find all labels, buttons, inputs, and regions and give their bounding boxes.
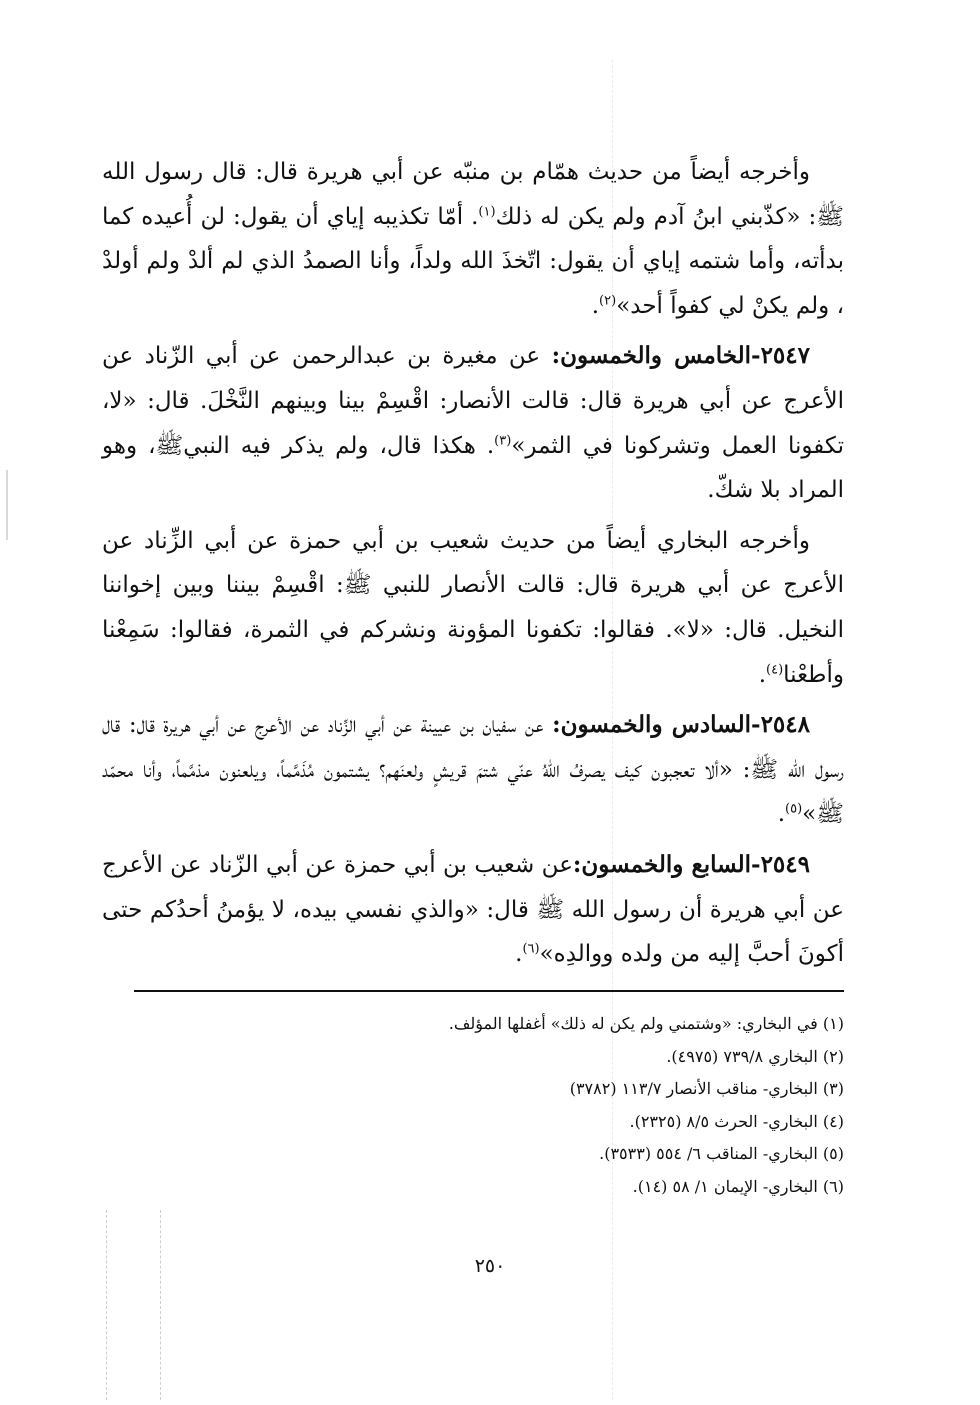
footnote-ref: (٢) — [599, 293, 617, 309]
footnote-item: (٢) البخاري ٧٣٩/٨ (٤٩٧٥). — [666, 1046, 844, 1066]
paragraph-body: . — [777, 801, 785, 828]
paragraph-body: . هكذا قال، ولم يذكر فيه النبيﷺ، وهو المراد بلا شكّ. — [102, 432, 844, 504]
footnote-item: (٤) البخاري- الحرث ٨/٥ (٢٣٢٥). — [629, 1111, 844, 1131]
paragraph-body: . — [758, 661, 766, 688]
footnote-ref: (٦) — [522, 941, 540, 957]
hadith-title: السادس والخمسون: — [552, 711, 752, 739]
main-text — [102, 150, 844, 983]
footnote-ref: (٥) — [785, 801, 803, 817]
paragraph-body: وأخرجه البخاري أيضاً من حديث شعيب بن أبي حمزة عن أبي الزِّناد عن الأعرج عن أبي هريرة قال: قالت الأنصار للنبي ﷺ: اقْسِمْ بيننا وبين إخواننا النخيل. قال: «لا». فقالوا: تكفونا المؤونة ونشركم في الثمرة، فقالوا: سَمِعْنا وأطعْنا — [102, 527, 844, 688]
hadith-number: ٢٥٤٩- — [751, 850, 810, 878]
footnote-item: (١) في البخاري: «وشتمني ولم يكن له ذلك» أغفلها المؤلف. — [448, 1014, 844, 1033]
paragraph-body: عن سفيان بن عيينة عن أبي الزِّناد عن الأعرج عن أبي هريرة قال: قال رسول الله ﷺ: «ألا تعجبون كيف يصرفُ اللهُ عنّي شتمَ قريشٍ ولعنَهم؟ يشتمون مُذَمَّماً، ويلعنون مذمَّماً، وأنا محمّد ﷺ» — [102, 712, 844, 828]
page-number: ٢٥٠ — [474, 1255, 506, 1277]
paragraph-2549 — [102, 843, 844, 977]
footnote-item: (٣) البخاري- مناقب الأنصار ١١٣/٧ (٣٧٨٢) — [569, 1079, 844, 1098]
scan-artifact-line — [160, 1210, 161, 1400]
paragraph-1 — [102, 150, 844, 328]
hadith-number: ٢٥٤٧- — [751, 342, 810, 370]
footnote-separator — [134, 990, 844, 992]
paragraph-2548 — [102, 703, 844, 837]
scan-artifact-line — [106, 1210, 107, 1400]
hadith-number: ٢٥٤٨- — [751, 711, 810, 739]
hadith-title: السابع والخمسون: — [572, 850, 752, 878]
paragraph-body: عن مغيرة بن عبدالرحمن عن أبي الزّناد عن الأعرج عن أبي هريرة قال: قالت الأنصار: اقْسِمْ بينا وبينهم النَّخْلَ. قال: «لا، تكفونا العمل وتشركونا في الثمر» — [102, 343, 844, 459]
paragraph-body: عن شعيب بن أبي حمزة عن أبي الزّناد عن الأعرج عن أبي هريرة أن رسول الله ﷺ قال: «والذي نفسي بيده، لا يؤمنُ أحدُكم حتى أكونَ أحبَّ إليه من ولده ووالدِه» — [102, 851, 844, 968]
footnote-ref: (١) — [478, 203, 496, 219]
paragraph-body: . — [515, 941, 523, 968]
paragraph-body: . أمّا تكذيبه إياي أن يقول: لن أُعيده كما بدأته، وأما شتمه إياي أن يقول: اتّخذَ الله ولداً، وأنا الصمدُ الذي لم ألدْ ولم أولدْ ، ولم يكنْ لي كفواً أحد» — [102, 203, 844, 319]
scan-artifact-mark — [6, 470, 8, 540]
footnote-item: (٦) البخاري- الإيمان ١/ ٥٨ (١٤). — [632, 1176, 844, 1196]
paragraph-body: وأخرجه أيضاً من حديث همّام بن منبّه عن أبي هريرة قال: قال رسول الله ﷺ: «كذّبني ابنُ آدم ولم يكن له ذلك — [102, 159, 844, 230]
footnote-item: (٥) البخاري- المناقب ٦/ ٥٥٤ (٣٥٣٣). — [599, 1144, 844, 1163]
paragraph-2547 — [102, 334, 844, 512]
footnote-ref: (٤) — [766, 661, 784, 677]
footnote-ref: (٣) — [494, 432, 512, 448]
paragraph-body: . — [591, 292, 600, 319]
paragraph-3 — [102, 519, 844, 697]
footnotes — [134, 1008, 844, 1203]
hadith-title: الخامس والخمسون: — [551, 342, 752, 370]
